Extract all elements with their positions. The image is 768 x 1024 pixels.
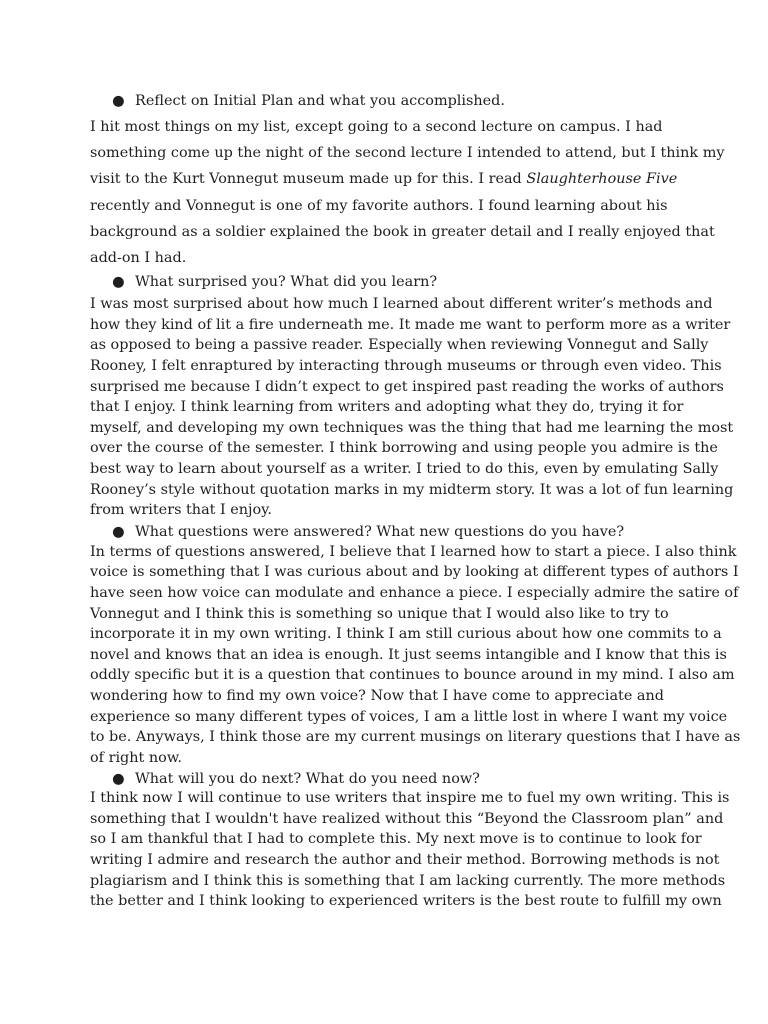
prompt-text: What questions were answered? What new questions do you have? — [135, 523, 625, 540]
paragraph-line: I was most surprised about how much I learned about different writer’s methods and — [90, 296, 713, 313]
paragraph-line: the better and I think looking to experienced writers is the best route to fulfill my own — [90, 893, 722, 910]
prompt-text: What will you do next? What do you need now? — [135, 771, 480, 788]
paragraph-line: best way to learn about yourself as a writer. I tried to do this, even by emulating Sally — [90, 460, 719, 477]
paragraph-line: I hit most things on my list, except going to a second lecture on campus. I had — [90, 119, 663, 135]
paragraph-line: surprised me because I didn’t expect to get inspired past reading the works of authors — [90, 378, 724, 395]
paragraph-line: recently and Vonnegut is one of my favorite authors. I found learning about his — [90, 197, 668, 214]
paragraph-line: I think now I will continue to use writers that inspire me to fuel my own writing. This is — [90, 790, 730, 807]
response-paragraph-1 — [90, 114, 725, 271]
paragraph-line: how they kind of lit a fire underneath me. It made me want to perform more as a writer — [90, 316, 731, 333]
paragraph-line: oddly specific but it is a question that continues to bounce around in my mind. I also am — [90, 667, 735, 684]
prompt-bullet-1 — [90, 90, 680, 112]
response-paragraph-4 — [90, 788, 730, 912]
bullet-dot-icon: ● — [112, 274, 125, 291]
paragraph-line: something come up the night of the second lecture I intended to attend, but I think my — [90, 145, 725, 162]
paragraph-line: wondering how to find my own voice? Now that I have come to appreciate and — [90, 687, 664, 704]
prompt-bullet-3 — [90, 521, 680, 543]
paragraph-line: of right now. — [90, 749, 182, 766]
bullet-dot-icon: ● — [112, 93, 125, 109]
prompt-bullet-4 — [90, 768, 680, 790]
prompt-text: What surprised you? What did you learn? — [135, 274, 438, 291]
paragraph-line: novel and knows that an idea is enough. It just seems intangible and I know that this is — [90, 646, 727, 663]
book-title: Slaughterhouse Five — [526, 171, 678, 188]
paragraph-line: have seen how voice can modulate and enhance a piece. I especially admire the satire of — [90, 584, 739, 601]
paragraph-line: over the course of the semester. I think borrowing and using people you admire is the — [90, 440, 718, 457]
line-text: visit to the Kurt Vonnegut museum made up for this. I read — [90, 171, 527, 188]
paragraph-line: to be. Anyways, I think those are my current musings on literary questions that I have as — [90, 729, 741, 746]
paragraph-line: Rooney’s style without quotation marks in my midterm story. It was a lot of fun learning — [90, 481, 734, 498]
paragraph-line: In terms of questions answered, I believe that I learned how to start a piece. I also think — [90, 543, 737, 560]
paragraph-line: Rooney, I felt enraptured by interacting through museums or through even video. This — [90, 358, 722, 374]
paragraph-line: myself, and developing my own techniques was the thing that had me learning the most — [90, 419, 734, 436]
prompt-text: Reflect on Initial Plan and what you accomplished. — [135, 93, 505, 109]
bullet-dot-icon: ● — [112, 771, 125, 788]
paragraph-line: plagiarism and I think this is something that I am lacking currently. The more methods — [90, 872, 726, 889]
paragraph-line: Vonnegut and I think this is something so unique that I would also like to try to — [90, 605, 669, 622]
prompt-bullet-2 — [90, 271, 680, 293]
paragraph-line — [90, 166, 680, 192]
paragraph-line: from writers that I enjoy. — [90, 502, 272, 519]
paragraph-line: add-on I had. — [90, 250, 187, 267]
paragraph-line: voice is something that I was curious about and by looking at different types of authors I — [90, 564, 739, 581]
paragraph-line: experience so many different types of voices, I am a little lost in where I want my voice — [90, 708, 728, 725]
bullet-dot-icon: ● — [112, 523, 125, 540]
paragraph-line: that I enjoy. I think learning from writers and adopting what they do, trying it for — [90, 399, 684, 416]
paragraph-line: something that I wouldn't have realized without this “Beyond the Classroom plan” and — [90, 810, 724, 827]
document-page — [90, 88, 741, 912]
paragraph-line: background as a soldier explained the book in greater detail and I really enjoyed that — [90, 223, 715, 240]
response-paragraph-2 — [90, 294, 734, 521]
paragraph-line: incorporate it in my own writing. I think I am still curious about how one commits to a — [90, 626, 722, 643]
paragraph-line: writing I admire and research the author and their method. Borrowing methods is not — [90, 852, 720, 869]
paragraph-line: as opposed to being a passive reader. Especially when reviewing Vonnegut and Sally — [90, 337, 709, 354]
response-paragraph-3 — [90, 542, 741, 769]
paragraph-line: so I am thankful that I had to complete this. My next move is to continue to look for — [90, 831, 702, 848]
